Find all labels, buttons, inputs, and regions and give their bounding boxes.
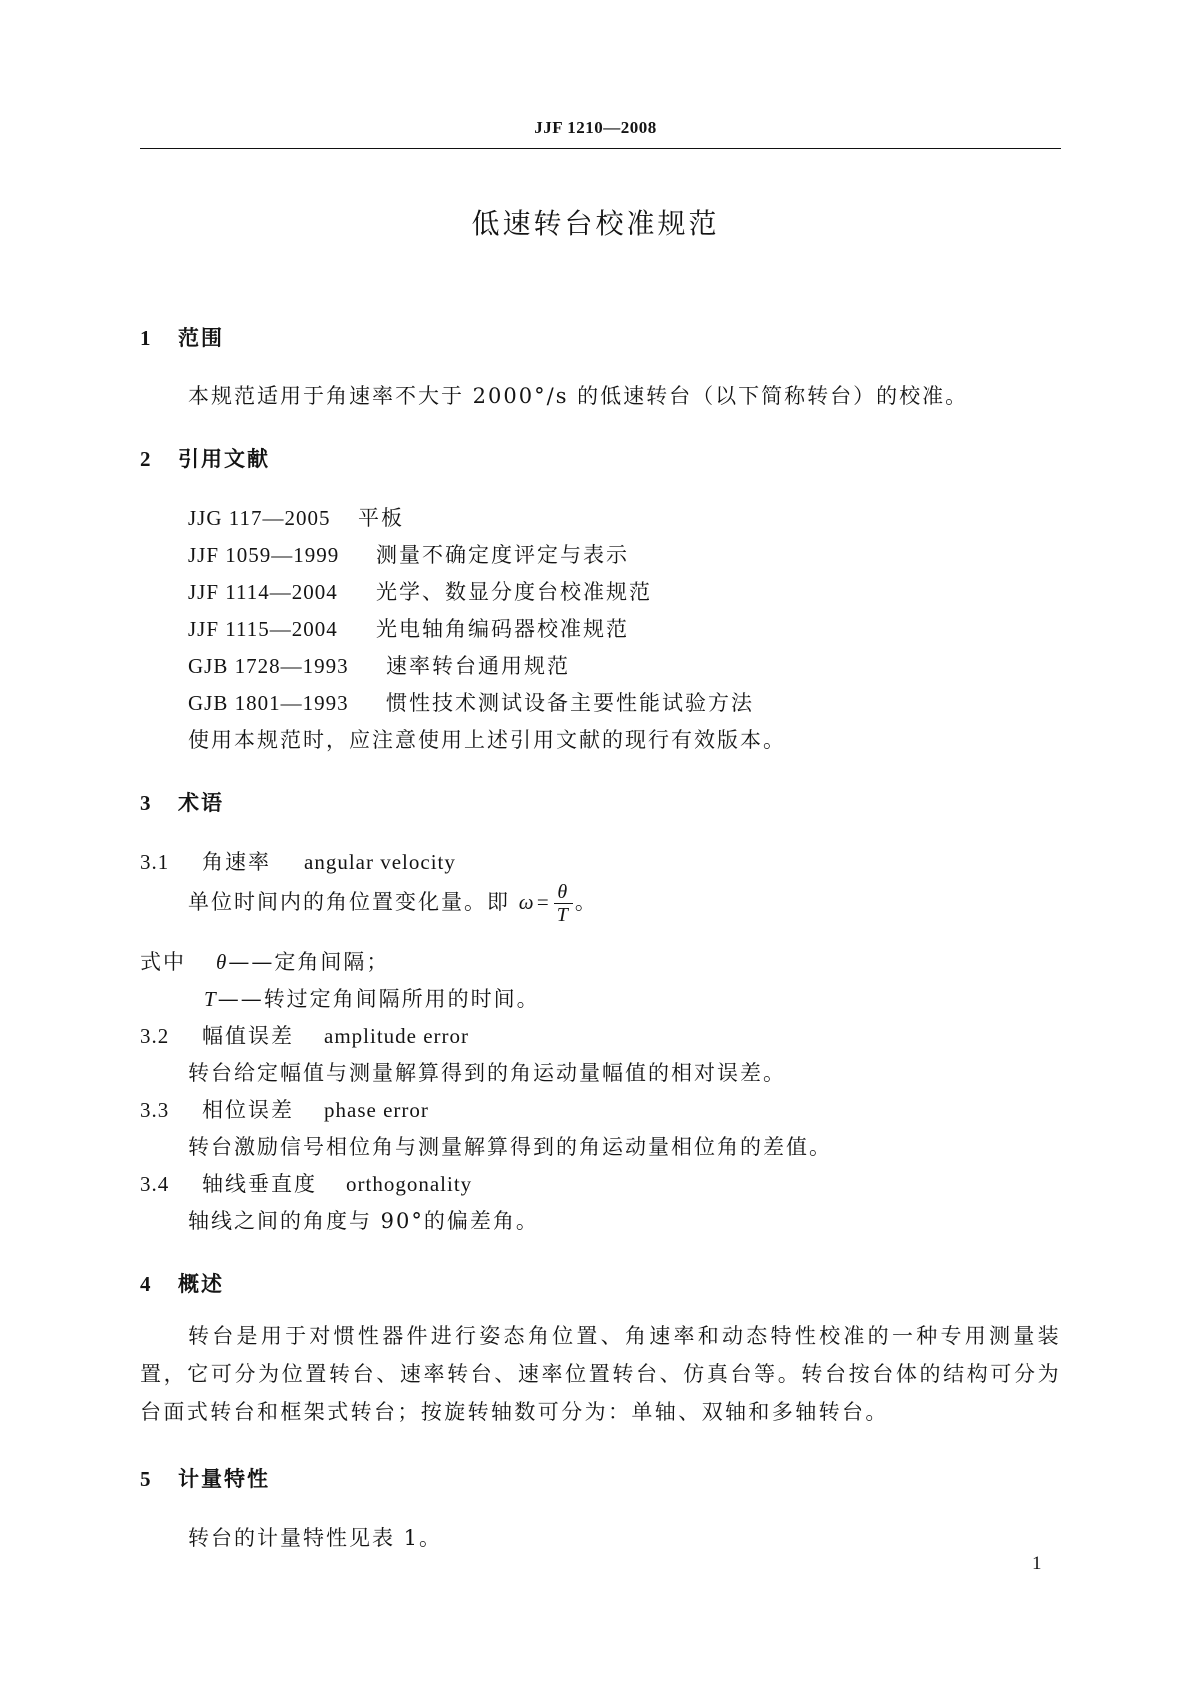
term-number: 3.2 bbox=[140, 1024, 170, 1048]
section-number: 5 bbox=[140, 1467, 153, 1491]
reference-code: JJG 117—2005 bbox=[188, 506, 331, 530]
term-heading bbox=[140, 846, 456, 876]
term-definition: 轴线之间的角度与 90°的偏差角。 bbox=[188, 1209, 539, 1233]
term-heading bbox=[140, 1168, 472, 1198]
section-heading-2 bbox=[140, 443, 270, 473]
term-english: amplitude error bbox=[324, 1024, 470, 1048]
formula-numerator: θ bbox=[554, 881, 573, 904]
scope-paragraph: 本规范适用于角速率不大于 2000°/s 的低速转台（以下简称转台）的校准。 bbox=[188, 384, 969, 408]
section-number: 1 bbox=[140, 326, 153, 350]
section-title: 计量特性 bbox=[178, 1467, 270, 1491]
reference-item bbox=[188, 613, 629, 643]
variable-symbol: θ bbox=[216, 950, 229, 974]
definition-text: 单位时间内的角位置变化量。即 bbox=[188, 890, 510, 914]
term-english: orthogonality bbox=[346, 1172, 473, 1196]
term-number: 3.1 bbox=[140, 850, 170, 874]
section-title: 术语 bbox=[178, 791, 224, 815]
formula-fraction bbox=[554, 881, 573, 926]
section-number: 3 bbox=[140, 791, 153, 815]
term-definition bbox=[188, 880, 598, 926]
header-rule bbox=[140, 148, 1061, 149]
term-definition: 转台激励信号相位角与测量解算得到的角运动量相位角的差值。 bbox=[188, 1135, 832, 1159]
term-definition: 转台给定幅值与测量解算得到的角运动量幅值的相对误差。 bbox=[188, 1061, 786, 1085]
term-chinese: 角速率 bbox=[202, 850, 271, 874]
term-heading bbox=[140, 1094, 429, 1124]
term-chinese: 轴线垂直度 bbox=[202, 1172, 317, 1196]
where-label: 式中 bbox=[140, 950, 186, 974]
term-number: 3.3 bbox=[140, 1098, 170, 1122]
running-header: JJF 1210—2008 bbox=[534, 118, 657, 137]
reference-code: GJB 1801—1993 bbox=[188, 691, 349, 715]
reference-name: 光学、数显分度台校准规范 bbox=[376, 580, 652, 604]
term-english: phase error bbox=[324, 1098, 429, 1122]
variable-description: ——定角间隔； bbox=[228, 950, 390, 974]
reference-note: 使用本规范时，应注意使用上述引用文献的现行有效版本。 bbox=[188, 728, 786, 752]
reference-name: 平板 bbox=[358, 506, 404, 530]
reference-code: JJF 1115—2004 bbox=[188, 617, 338, 641]
formula-legend-line bbox=[204, 983, 540, 1013]
section-title: 范围 bbox=[178, 326, 224, 350]
section-heading-5 bbox=[140, 1463, 270, 1493]
term-chinese: 幅值误差 bbox=[202, 1024, 294, 1048]
formula-denominator: T bbox=[556, 904, 570, 926]
metrology-paragraph: 转台的计量特性见表 1。 bbox=[188, 1526, 443, 1550]
variable-description: ——转过定角间隔所用的时间。 bbox=[217, 987, 540, 1011]
reference-item bbox=[188, 650, 570, 680]
reference-item bbox=[188, 576, 652, 606]
reference-code: GJB 1728—1993 bbox=[188, 654, 349, 678]
term-heading bbox=[140, 1020, 469, 1050]
reference-item bbox=[188, 502, 404, 532]
reference-item bbox=[188, 539, 629, 569]
section-number: 4 bbox=[140, 1272, 153, 1296]
definition-suffix: 。 bbox=[574, 890, 598, 914]
term-number: 3.4 bbox=[140, 1172, 170, 1196]
section-heading-4 bbox=[140, 1268, 224, 1298]
reference-code: JJF 1114—2004 bbox=[188, 580, 338, 604]
reference-name: 惯性技术测试设备主要性能试验方法 bbox=[386, 691, 754, 715]
term-chinese: 相位误差 bbox=[202, 1098, 294, 1122]
document-title: 低速转台校准规范 bbox=[471, 207, 720, 240]
section-number: 2 bbox=[140, 447, 153, 471]
reference-name: 光电轴角编码器校准规范 bbox=[376, 617, 629, 641]
formula-legend-line bbox=[140, 946, 389, 976]
term-english: angular velocity bbox=[304, 850, 456, 874]
reference-name: 速率转台通用规范 bbox=[386, 654, 570, 678]
section-title: 概述 bbox=[178, 1272, 224, 1296]
reference-name: 测量不确定度评定与表示 bbox=[376, 543, 629, 567]
variable-symbol: T bbox=[204, 987, 218, 1011]
reference-item bbox=[188, 687, 754, 717]
reference-code: JJF 1059—1999 bbox=[188, 543, 340, 567]
section-heading-3 bbox=[140, 787, 224, 817]
formula-lhs: ω= bbox=[518, 890, 552, 914]
page-number: 1 bbox=[1032, 1553, 1042, 1574]
section-title: 引用文献 bbox=[178, 447, 270, 471]
overview-paragraph: 转台是用于对惯性器件进行姿态角位置、角速率和动态特性校准的一种专用测量装置，它可分为位置转台、速率转台、速率位置转台、仿真台等。转台按台体的结构可分为台面式转台和框架式转台；按旋转轴数可分为：单轴、双轴和多轴转台。 bbox=[140, 1324, 1061, 1424]
section-heading-1 bbox=[140, 322, 224, 352]
